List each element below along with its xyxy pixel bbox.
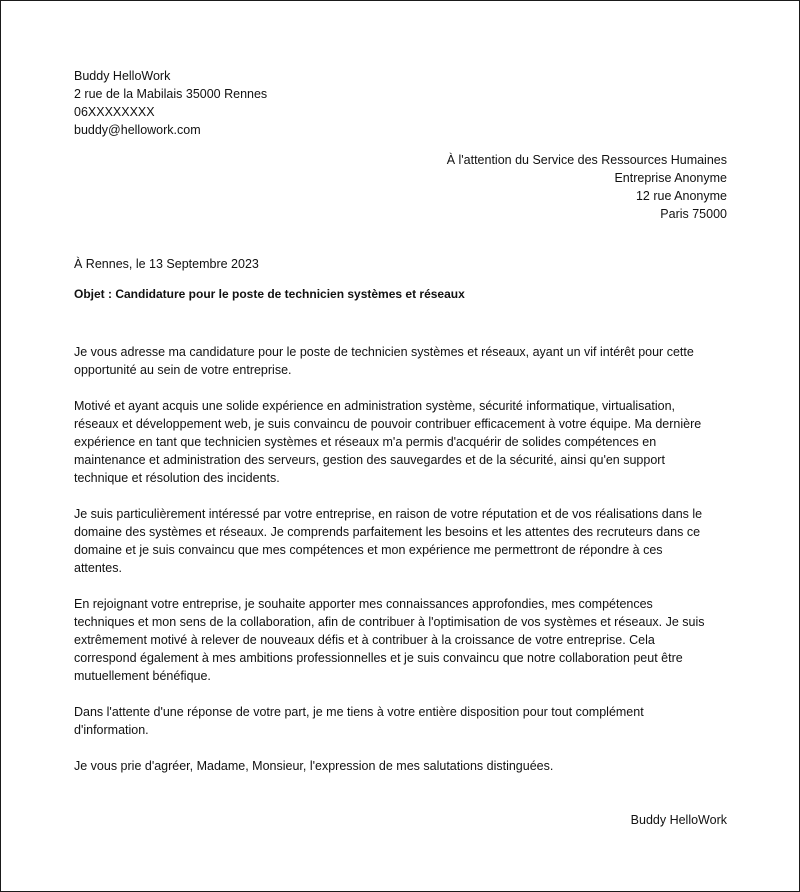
- sender-block: [74, 67, 267, 139]
- subject-line: Objet : Candidature pour le poste de technicien systèmes et réseaux: [74, 287, 465, 301]
- paragraph-line: opportunité au sein de votre entreprise.: [74, 363, 292, 377]
- body-paragraph: [74, 757, 734, 775]
- sender-email: buddy@hellowork.com: [74, 123, 201, 137]
- letter-body: [74, 343, 734, 793]
- paragraph-line: domaine et je suis convaincu que mes compétences et mon expérience me permettront de répondre à ces: [74, 543, 663, 557]
- paragraph-line: En rejoignant votre entreprise, je souhaite apporter mes connaissances approfondies, mes compétences: [74, 597, 653, 611]
- paragraph-line: maintenance et administration des serveurs, gestion des sauvegardes et de la sécurité, ainsi qu'en support: [74, 453, 665, 467]
- recipient-block: [447, 151, 727, 223]
- paragraph-line: Motivé et ayant acquis une solide expérience en administration système, sécurité informatique, virtualisation,: [74, 399, 676, 413]
- paragraph-line: correspond également à mes ambitions professionnelles et je suis convaincu que notre collaboration peut être: [74, 651, 683, 665]
- sender-phone: 06XXXXXXXX: [74, 105, 155, 119]
- recipient-street: 12 rue Anonyme: [635, 189, 727, 203]
- sender-address: 2 rue de la Mabilais 35000 Rennes: [74, 87, 268, 101]
- recipient-company: Entreprise Anonyme: [614, 171, 727, 185]
- paragraph-line: attentes.: [74, 561, 122, 575]
- paragraph-line: d'information.: [74, 723, 149, 737]
- body-paragraph: [74, 505, 734, 577]
- paragraph-line: extrêmement motivé à relever de nouveaux défis et à contribuer à la croissance de votre entreprise. Cela: [74, 633, 655, 647]
- paragraph-line: Je vous prie d'agréer, Madame, Monsieur, l'expression de mes salutations distinguées.: [74, 759, 554, 773]
- recipient-attention: À l'attention du Service des Ressources Humaines: [446, 153, 727, 167]
- paragraph-line: Dans l'attente d'une réponse de votre part, je me tiens à votre entière disposition pour tout complément: [74, 705, 644, 719]
- date-line: À Rennes, le 13 Septembre 2023: [74, 257, 259, 271]
- paragraph-line: technique et résolution des incidents.: [74, 471, 280, 485]
- paragraph-line: mutuellement bénéfique.: [74, 669, 211, 683]
- sender-name: Buddy HelloWork: [74, 69, 171, 83]
- paragraph-line: Je suis particulièrement intéressé par votre entreprise, en raison de votre réputation et de vos réalisations dans le: [74, 507, 703, 521]
- paragraph-line: réseaux et développement web, je suis convaincu de pouvoir contribuer efficacement à votre équipe. Ma dernière: [74, 417, 702, 431]
- body-paragraph: [74, 343, 734, 379]
- paragraph-line: Je vous adresse ma candidature pour le poste de technicien systèmes et réseaux, ayant un vif intérêt pour cette: [74, 345, 694, 359]
- body-paragraph: [74, 595, 734, 685]
- signature: Buddy HelloWork: [630, 813, 727, 827]
- body-paragraph: [74, 397, 734, 487]
- paragraph-line: domaine des systèmes et réseaux. Je comprends parfaitement les besoins et les attentes des recruteurs dans ce: [74, 525, 701, 539]
- paragraph-line: expérience en tant que technicien systèmes et réseaux m'a permis d'acquérir de solides compétences en: [74, 435, 657, 449]
- paragraph-line: techniques et mon sens de la collaboration, afin de contribuer à l'optimisation de vos systèmes et réseaux. Je suis: [74, 615, 705, 629]
- body-paragraph: [74, 703, 734, 739]
- recipient-city: Paris 75000: [660, 207, 727, 221]
